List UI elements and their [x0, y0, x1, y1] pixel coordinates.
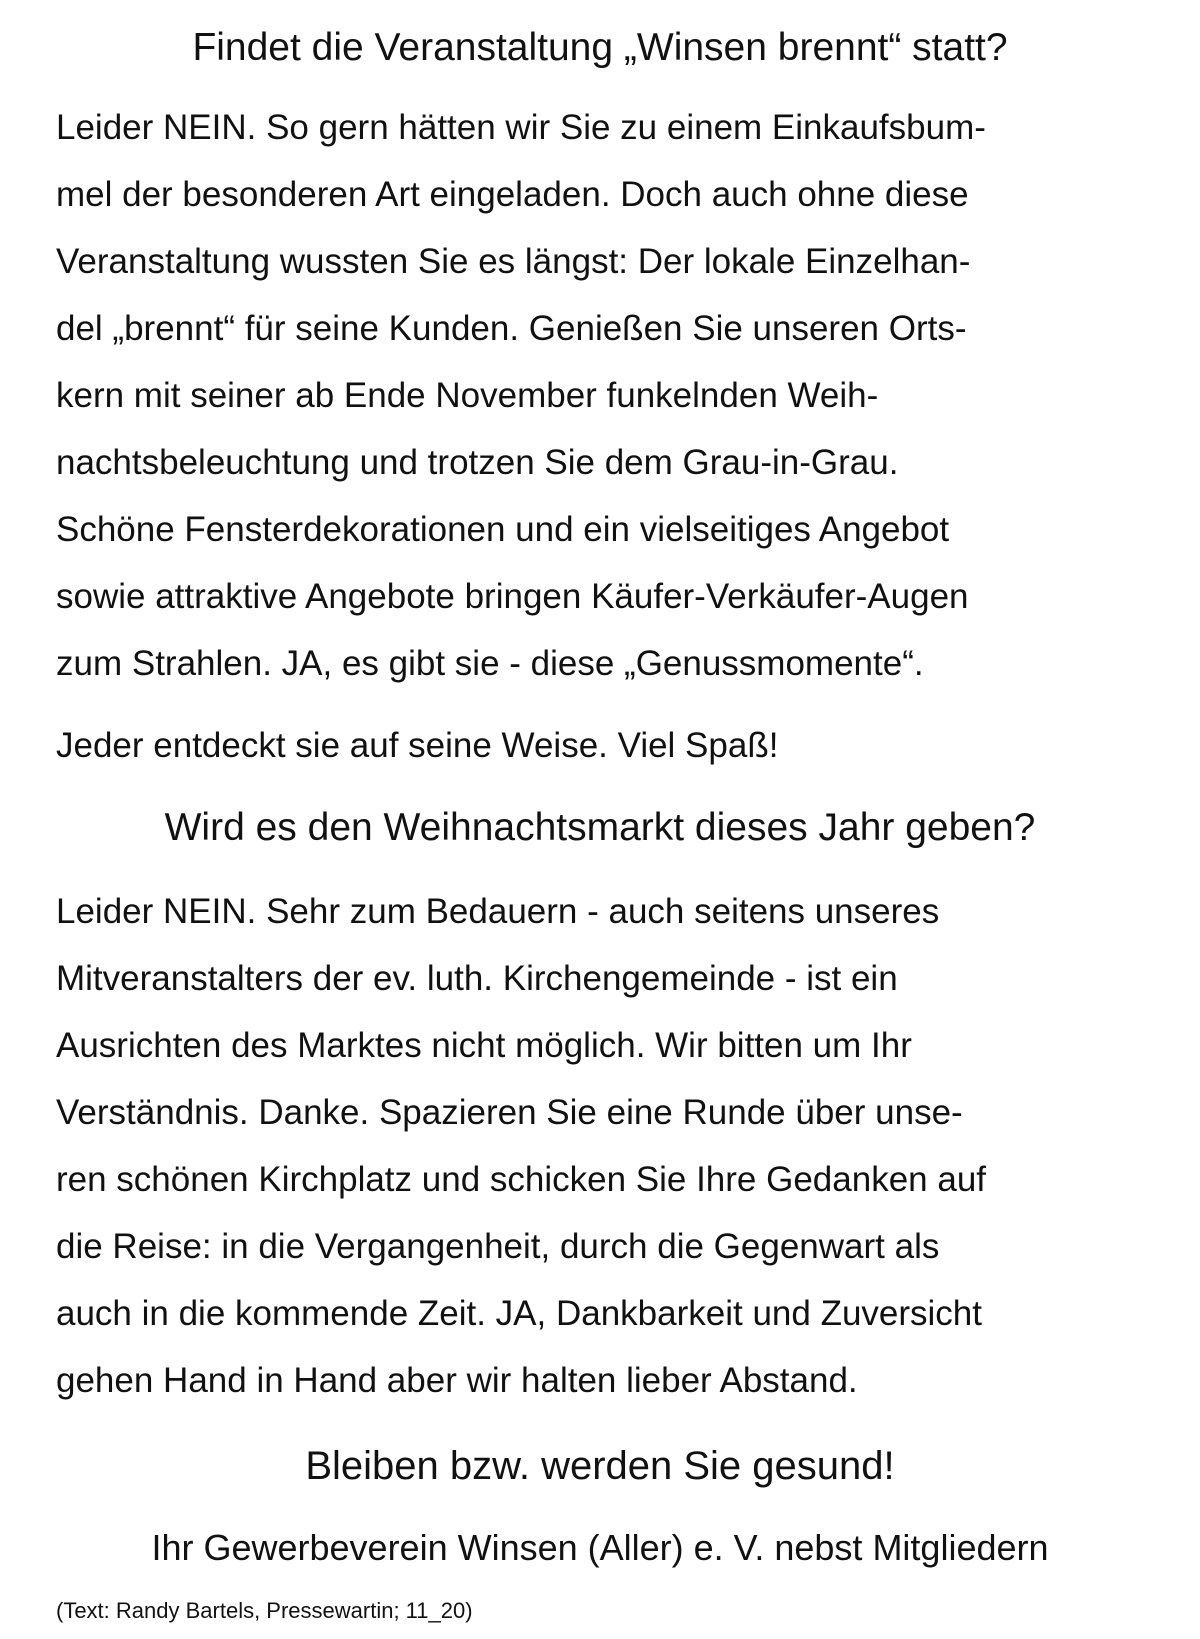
paragraph-line: auch in die kommende Zeit. JA, Dankbarkeit und Zuversicht [56, 1294, 982, 1333]
paragraph-line: del „brennt“ für seine Kunden. Genießen Sie unseren Orts- [56, 309, 967, 348]
paragraph-line: zum Strahlen. JA, es gibt sie - diese „Genussmomente“. [56, 644, 924, 683]
paragraph-line: Leider NEIN. So gern hätten wir Sie zu einem Einkaufsbum- [56, 108, 986, 147]
section1-heading: Findet die Veranstaltung „Winsen brennt“ statt? [192, 26, 1008, 69]
paragraph-line: Veranstaltung wussten Sie es längst: Der lokale Einzelhan- [56, 242, 971, 281]
section1-paragraph [56, 94, 1176, 697]
paragraph-line: kern mit seiner ab Ende November funkelnden Weih- [56, 376, 879, 415]
closing-greeting: Bleiben bzw. werden Sie gesund! [305, 1444, 895, 1488]
signature: Ihr Gewerbeverein Winsen (Aller) e. V. nebst Mitgliedern [151, 1527, 1049, 1568]
paragraph-line: Ausrichten des Marktes nicht möglich. Wir bitten um Ihr [56, 1026, 912, 1065]
paragraph-line: sowie attraktive Angebote bringen Käufer-Verkäufer-Augen [56, 577, 969, 616]
paragraph-line: Verständnis. Danke. Spazieren Sie eine Runde über unse- [56, 1093, 963, 1132]
section1-closing-line: Jeder entdeckt sie auf seine Weise. Viel Spaß! [56, 726, 779, 765]
section2-heading: Wird es den Weihnachtsmarkt dieses Jahr geben? [164, 806, 1036, 849]
paragraph-line: die Reise: in die Vergangenheit, durch die Gegenwart als [56, 1227, 940, 1266]
paragraph-line: Leider NEIN. Sehr zum Bedauern - auch seitens unseres [56, 892, 940, 931]
section2-paragraph [56, 878, 1176, 1414]
paragraph-line: gehen Hand in Hand aber wir halten lieber Abstand. [56, 1361, 858, 1400]
paragraph-line: nachtsbeleuchtung und trotzen Sie dem Grau-in-Grau. [56, 443, 899, 482]
paragraph-line: Mitveranstalters der ev. luth. Kirchengemeinde - ist ein [56, 959, 898, 998]
text-credit: (Text: Randy Bartels, Pressewartin; 11_20) [56, 1598, 473, 1623]
paragraph-line: ren schönen Kirchplatz und schicken Sie Ihre Gedanken auf [56, 1160, 987, 1199]
paragraph-line: mel der besonderen Art eingeladen. Doch auch ohne diese [56, 175, 969, 214]
paragraph-line: Schöne Fensterdekorationen und ein vielseitiges Angebot [56, 510, 950, 549]
